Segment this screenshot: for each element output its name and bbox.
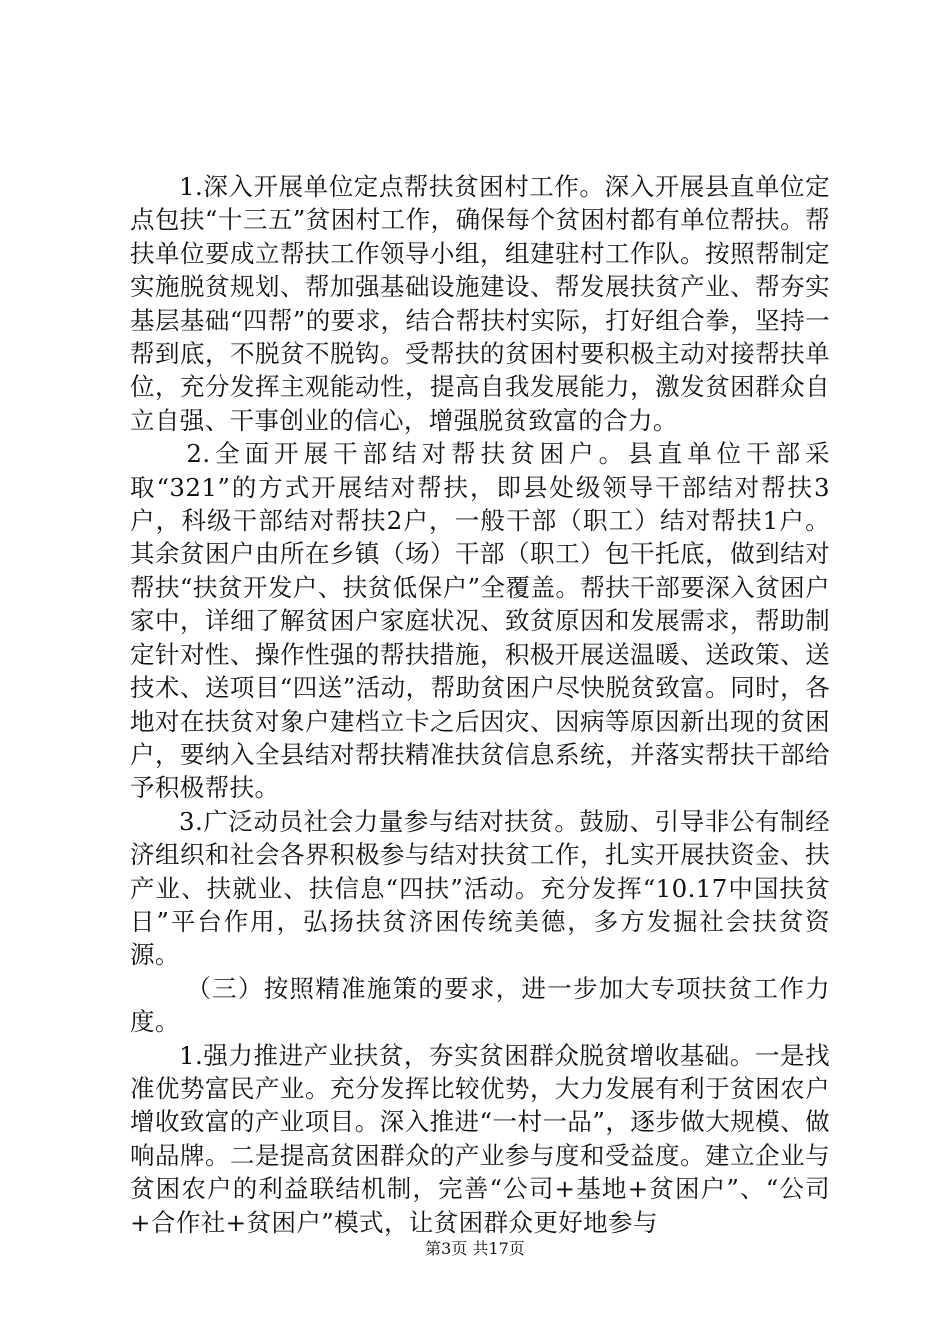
page-number-footer: 第3页 共17页 bbox=[425, 1239, 525, 1258]
paragraph-3: 3.广泛动员社会力量参与结对扶贫。鼓励、引导非公有制经济组织和社会各界积极参与结对扶贫工作，扎实开展扶资金、扶产业、扶就业、扶信息“四扶”活动。充分发挥“10.17中国扶贫日”平台作用，弘扬扶贫济困传统美德，多方发掘社会扶贫资源。 bbox=[130, 806, 830, 970]
paragraph-1: 1.深入开展单位定点帮扶贫困村工作。深入开展县直单位定点包扶“十三五”贫困村工作，确保每个贫困村都有单位帮扶。帮扶单位要成立帮扶工作领导小组，组建驻村工作队。按照帮制定实施脱贫规划、帮加强基础设施建设、帮发展扶贫产业、帮夯实基层基础“四帮”的要求，结合帮扶村实际，打好组合拳，坚持一帮到底，不脱贫不脱钩。受帮扶的贫困村要积极主动对接帮扶单位，充分发挥主观能动性，提高自我发展能力，激发贫困群众自立自强、干事创业的信心，增强脱贫致富的合力。 bbox=[130, 172, 830, 435]
document-body bbox=[130, 170, 830, 1239]
section-heading-3: （三）按照精准施策的要求，进一步加大专项扶贫工作力度。 bbox=[130, 973, 830, 1037]
paragraph-2: 2.全面开展干部结对帮扶贫困户。县直单位干部采取“321”的方式开展结对帮扶，即县处级领导干部结对帮扶3户，科级干部结对帮扶2户，一般干部（职工）结对帮扶1户。其余贫困户由所在乡镇（场）干部（职工）包干托底，做到结对帮扶“扶贫开发户、扶贫低保户”全覆盖。帮扶干部要深入贫困户家中，详细了解贫困户家庭状况、致贫原因和发展需求，帮助制定针对性、操作性强的帮扶措施，积极开展送温暖、送政策、送技术、送项目“四送”活动，帮助贫困户尽快脱贫致富。同时，各地对在扶贫对象户建档立卡之后因灾、因病等原因新出现的贫困户，要纳入全县结对帮扶精准扶贫信息系统，并落实帮扶干部给予积极帮扶。 bbox=[130, 439, 830, 803]
paragraph-5: 1.强力推进产业扶贫，夯实贫困群众脱贫增收基础。一是找准优势富民产业。充分发挥比较优势，大力发展有利于贫困农户增收致富的产业项目。深入推进“一村一品”，逐步做大规模、做响品牌。二是提高贫困群众的产业参与度和受益度。建立企业与贫困农户的利益联结机制，完善“公司+基地+贫困户”、“公司+合作社+贫困户”模式，让贫困群众更好地参与 bbox=[130, 1040, 830, 1237]
